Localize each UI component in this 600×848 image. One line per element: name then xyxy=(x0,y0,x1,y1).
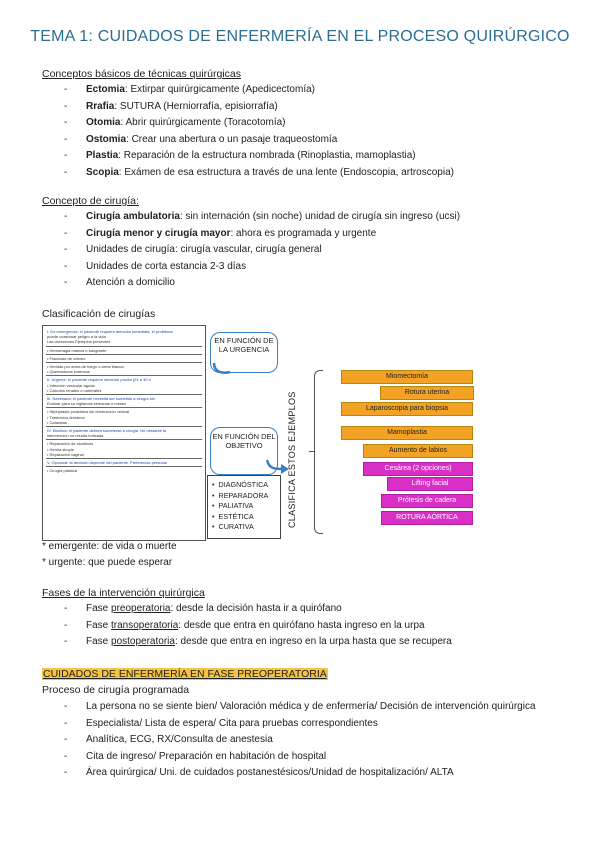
section-heading-preop xyxy=(42,668,328,680)
list-item: - Fase postoperatoria: desde que entra en ingreso en la urpa hasta que se recupera xyxy=(62,634,452,651)
list-item: - Atención a domicilio xyxy=(62,275,460,292)
table-line: • Reparación de cicatrices xyxy=(47,441,94,447)
table-line: • Hemorragia masiva o sangrante xyxy=(47,347,107,353)
section-heading-conceptos: Conceptos básicos de técnicas quirúrgicas xyxy=(42,68,242,80)
table-line: • Cálculos renales o ureterales xyxy=(47,387,102,393)
arrow-icon xyxy=(200,360,240,380)
example-cesarea: Cesárea (2 opciones) xyxy=(363,462,473,476)
brace xyxy=(314,370,323,534)
table-line: puede ocasionar peligro a la vida xyxy=(47,334,106,340)
list-item: - Fase preoperatoria: desde la decisión hasta ir a quirófano xyxy=(62,601,452,618)
vertical-label: CLASIFICA ESTOS EJEMPLOS xyxy=(287,391,297,528)
list-item: - Cirugía ambulatoria: sin internación (sin noche) unidad de cirugía sin ingreso (ucsi) xyxy=(62,209,460,226)
list-item: - La persona no se siente bien/ Valoración médica y de enfermería/ Decisión de intervención quirúrgica xyxy=(62,699,536,716)
example-protesis-cadera: Prótesis de cadera xyxy=(381,494,473,508)
table-line: • Cirugía plástica xyxy=(47,468,78,474)
note-emergente: * emergente: de vida o muerte xyxy=(42,541,177,552)
table-line: intervención no resulta indicada xyxy=(47,433,104,439)
bubble-urgency: EN FUNCIÓN DE LA URGENCIA xyxy=(210,332,278,373)
list-item: - Cita de ingreso/ Preparación en habitación de hospital xyxy=(62,749,536,766)
brace-tip xyxy=(309,451,315,452)
table-line: • Heridas por arma de fuego o arma blanca xyxy=(47,364,124,370)
example-mamoplastia: Mamoplastia xyxy=(341,426,473,440)
list-item: - Cirugía menor y cirugía mayor: ahora es programada y urgente xyxy=(62,226,460,243)
preop-list xyxy=(62,699,536,782)
list-item: - Unidades de cirugía: cirugía vascular, cirugía general xyxy=(62,242,460,259)
example-laparoscopia: Laparoscopia para biopsia xyxy=(341,402,473,416)
example-lifting-facial: Lifting facial xyxy=(387,477,473,491)
list-item: - Otomia: Abrir quirúrgicamente (Toracotomía) xyxy=(62,115,454,132)
table-line: IV. Electiva: el paciente deberá someterse a cirugía. No obstante la xyxy=(47,428,167,434)
list-item: - Fase transoperatoria: desde que entra en quirófano hasta ingreso en la urpa xyxy=(62,618,452,635)
preop-subheading: Proceso de cirugía programada xyxy=(42,684,190,696)
table-line: I. De emergencia: el paciente requiere atención inmediata, el problema xyxy=(47,329,173,334)
example-rotura-uterina: Rotura uterina xyxy=(380,386,474,400)
list-item: - Plastia: Reparación de la estructura nombrada (Rinoplastia, mamoplastia) xyxy=(62,148,454,165)
section-heading-cirugia: Concepto de cirugía: xyxy=(42,195,139,207)
cirugia-list xyxy=(62,209,460,292)
table-line: • Fracturas de cráneo xyxy=(47,355,86,361)
table-line: • Hernia simple xyxy=(47,446,74,452)
note-urgente: * urgente: que puede esperar xyxy=(42,557,173,568)
page-title: TEMA 1: CUIDADOS DE ENFERMERÍA EN EL PROCESO QUIRÚRGICO xyxy=(30,28,570,45)
table-line: III. Necesaria: el paciente necesita ser sometido a cirugía sin xyxy=(47,396,155,402)
list-item: • DIAGNÓSTICA xyxy=(212,480,280,491)
objective-list xyxy=(207,475,281,539)
highlighted-heading: CUIDADOS DE ENFERMERÍA EN FASE PREOPERATORIA xyxy=(43,668,327,680)
table-line: • Hiperplasia prostática sin obstrucción vesical xyxy=(47,409,130,415)
table-line: • Trastornos tiroideos xyxy=(47,414,85,420)
section-heading-clasificacion: Clasificación de cirugías xyxy=(42,308,156,320)
bubble-objective: EN FUNCIÓN DEL OBJETIVO xyxy=(210,427,278,475)
example-miomectomia: Miomectomía xyxy=(341,370,473,384)
table-line: II. Urgente: el paciente requiere atención pronta (24 a 30 h xyxy=(47,377,151,383)
list-item: - Rrafia: SUTURA (Herniorrafía, episiorrafía) xyxy=(62,99,454,116)
list-item: - Scopia: Exámen de esa estructura a través de una lente (Endoscopia, artroscopia) xyxy=(62,165,454,182)
list-item: • REPARADORA xyxy=(212,491,280,502)
table-line: • Reparación vaginal xyxy=(47,451,84,457)
classification-table-image xyxy=(42,325,206,541)
example-rotura-aortica: ROTURA AÓRTICA xyxy=(381,511,473,525)
phases-list xyxy=(62,601,452,651)
example-aumento-labios: Aumento de labios xyxy=(363,444,473,458)
list-item: - Área quirúrgica/ Uni. de cuidados postanestésicos/Unidad de hospitalización/ ALTA xyxy=(62,765,536,782)
list-item: - Unidades de corta estancia 2-3 días xyxy=(62,259,460,276)
table-line: Evaluar para su vigilancia semanas o meses xyxy=(47,401,127,407)
list-item: • PALIATIVA xyxy=(212,501,280,512)
list-item: - Especialista/ Lista de espera/ Cita para pruebas correspondientes xyxy=(62,716,536,733)
table-line: • Infección vesicular aguda xyxy=(47,382,95,388)
table-line: • Quemaduras extensas xyxy=(47,369,90,375)
list-item: • ESTÉTICA xyxy=(212,512,280,523)
list-item: - Analítica, ECG, RX/Consulta de anestesia xyxy=(62,732,536,749)
list-item: • CURATIVA xyxy=(212,522,280,533)
table-line: V. Opcional: la decisión depende del paciente. Preferencia personal xyxy=(47,460,167,466)
table-line: Las duraciones Ejemplos presentes xyxy=(47,339,111,345)
table-line: • Cataratas xyxy=(47,419,67,425)
list-item: - Ectomia: Extirpar quirúrgicamente (Apedicectomía) xyxy=(62,82,454,99)
list-item: - Ostomia: Crear una abertura o un pasaje traqueostomía xyxy=(62,132,454,149)
conceptos-list xyxy=(62,82,454,182)
section-heading-fases: Fases de la intervención quirúrgica xyxy=(42,587,205,599)
